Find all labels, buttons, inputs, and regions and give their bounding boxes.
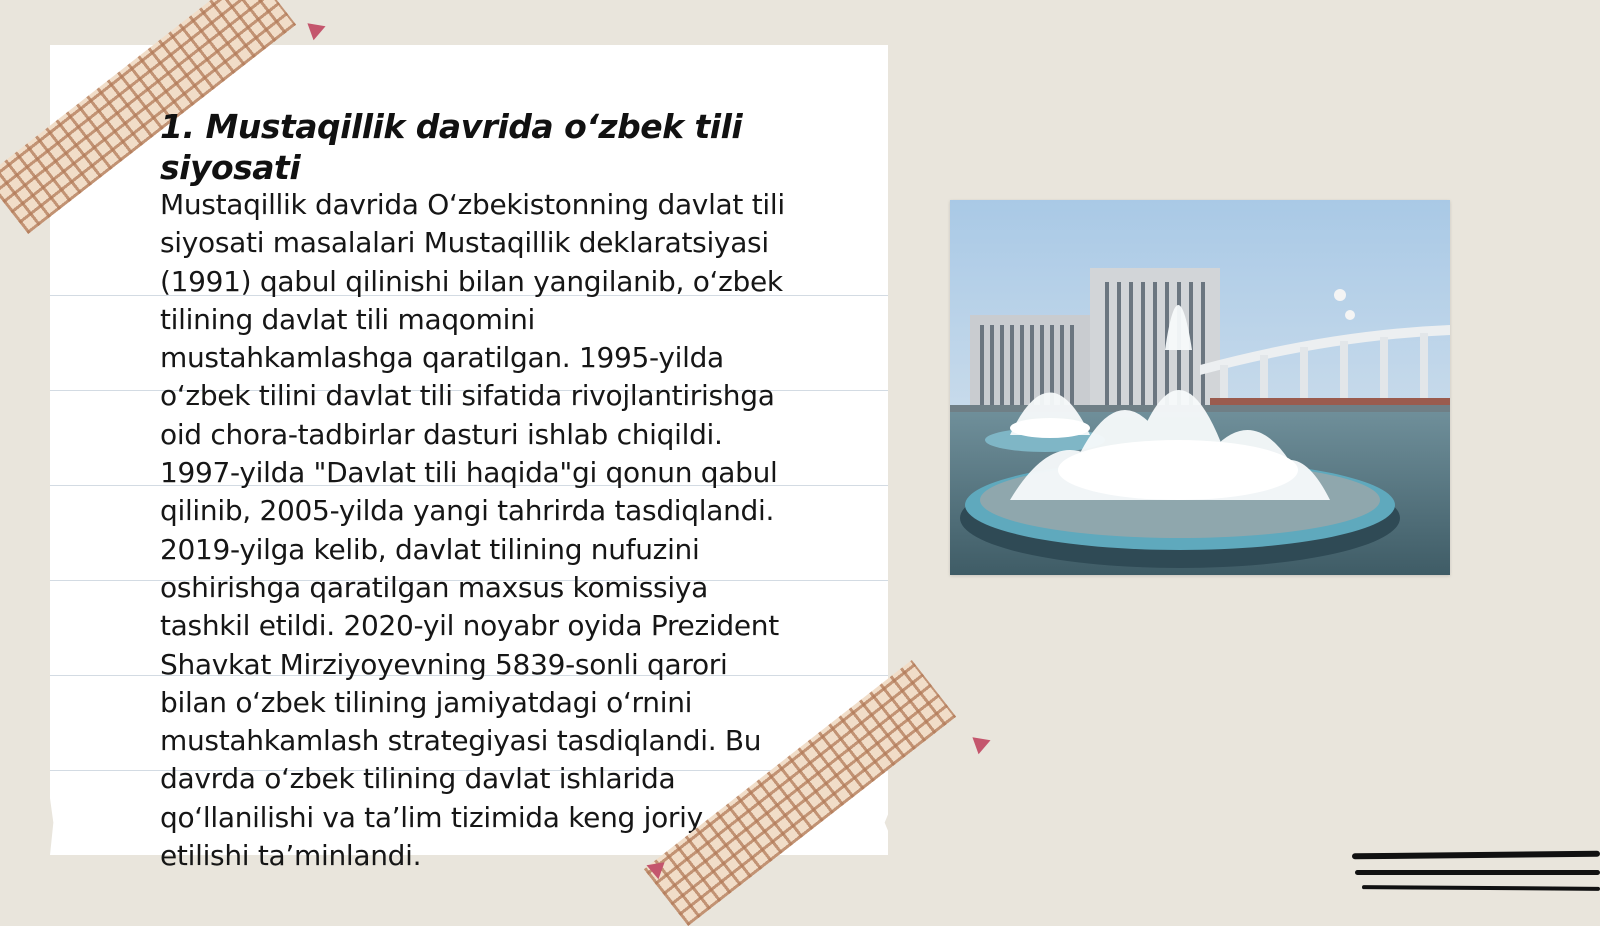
brush-stroke (1352, 851, 1600, 860)
brush-stroke (1355, 870, 1600, 875)
pin-icon (307, 18, 328, 40)
slide-body-text: Mustaqillik davrida O‘zbekistonning davlat tili siyosati masalalari Mustaqillik deklaratsiyasi (1991) qabul qilinishi bilan yangilanib, o‘zbek tilining davlat tili maqomini mustahkamlashga qaratilgan. 1995-yilda o‘zbek tilini davlat tili sifatida rivojlantirishga oid chora-tadbirlar dasturi ishlab chiqildi. 1997-yilda "Davlat tili haqida"gi qonun qabul qilinib, 2005-yilda yangi tahrirda tasdiqlandi. 2019-yilga kelib, davlat tilining nufuzini oshirishga qaratilgan maxsus komissiya tashkil etildi. 2020-yil noyabr oyida Prezident Shavkat Mirziyoyevning 5839-sonli qarori bilan o‘zbek tilining jamiyatdagi o‘rnini mustahkamlash strategiyasi tasdiqlandi. Bu davrda o‘zbek tilining davlat ishlarida qo‘llanilishi va ta’lim tizimida keng joriy etilishi ta’minlandi. (160, 188, 785, 873)
slide-title: 1. Mustaqillik davrida o‘zbek tili siyosati (160, 107, 743, 187)
fountain-photo (950, 200, 1450, 575)
pin-icon (972, 732, 993, 754)
fountain-photo-illustration (950, 200, 1450, 575)
brush-stroke (1362, 885, 1600, 891)
